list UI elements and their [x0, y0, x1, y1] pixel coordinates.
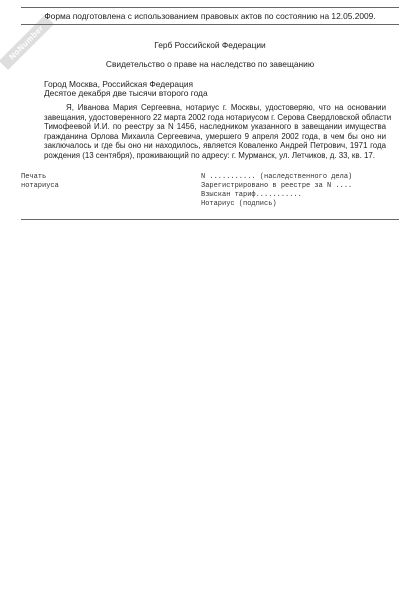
bottom-divider	[21, 219, 399, 220]
emblem-caption: Герб Российской Федерации	[154, 40, 266, 50]
registry-fee: Взыскан тариф...........	[201, 191, 302, 199]
top-divider	[21, 7, 399, 8]
watermark-text: NoNumber	[7, 23, 46, 62]
notary-signature: Нотариус (подпись)	[201, 200, 277, 208]
seal-label: Печать	[21, 173, 47, 181]
seal-sublabel: нотариуса	[21, 182, 59, 190]
body-line: Я, Иванова Мария Сергеевна, нотариус г. Москвы, удостоверяю, что на основании	[66, 103, 386, 112]
body-line: гражданина Орлова Михаила Сергеевича, умершего 9 апреля 2002 года, в чем бы оно ни	[44, 131, 386, 141]
certificate-body	[44, 103, 392, 161]
body-line: Тимофеевой И.И. по реестру за N 1456, наследником указанного в завещании имущества	[44, 122, 386, 132]
body-line: рождения (13 сентября), проживающий по адресу: г. Мурманск, ул. Летчиков, д. 33, кв. 17.	[44, 150, 375, 160]
registry-case-number: N ........... (наследственного дела)	[201, 173, 353, 181]
city-line: Город Москва, Российская Федерация	[44, 79, 194, 89]
registry-entry: Зарегистрировано в реестре за N ....	[201, 182, 353, 190]
date-line: Десятое декабря две тысячи второго года	[44, 88, 208, 98]
body-line: завещания, удостоверенного 22 марта 2002 года нотариусом г. Серова Свердловской области	[44, 112, 392, 122]
header-divider	[21, 24, 399, 25]
header-note: Форма подготовлена с использованием правовых актов по состоянию на 12.05.2009.	[44, 11, 376, 21]
body-line: заключалось и где бы оно ни находилось, является Коваленко Андрей Петрович, 1971 года	[44, 141, 386, 151]
document-title: Свидетельство о праве на наследство по завещанию	[105, 59, 315, 69]
